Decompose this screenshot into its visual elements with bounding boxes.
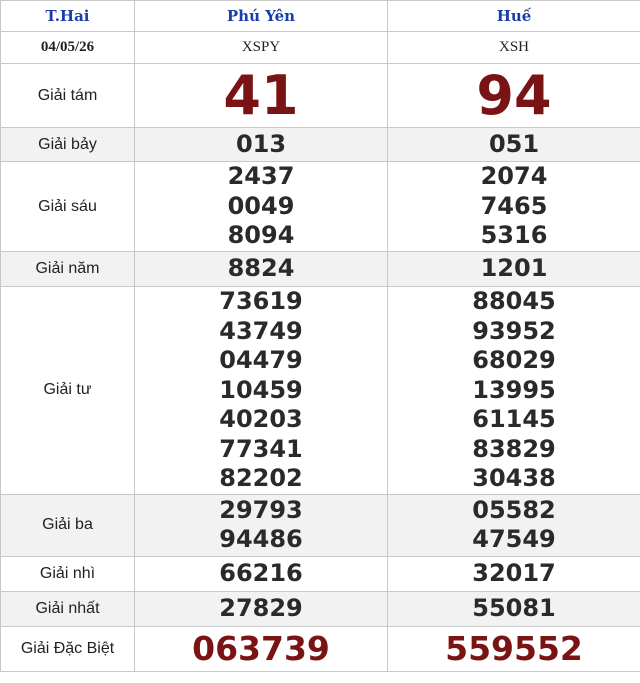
province-2-code: XSH — [388, 32, 640, 64]
g4-province-1-number: 43749 — [219, 316, 303, 345]
prize-label-g4: Giải tư — [1, 287, 135, 495]
g3-province-2-number: 05582 — [472, 495, 556, 524]
g6-province-1-cell — [135, 162, 388, 252]
special-province-1-number: 063739 — [135, 626, 388, 671]
prize-row-g2 — [1, 556, 640, 591]
g7-province-2-number: 051 — [388, 128, 640, 162]
prize-row-g6 — [1, 162, 640, 252]
g7-province-1-number: 013 — [135, 128, 388, 162]
g4-province-2-number: 93952 — [472, 316, 556, 345]
day-header[interactable]: T.Hai — [1, 1, 135, 32]
g4-province-2-number: 83829 — [472, 434, 556, 463]
g4-province-2-number: 61145 — [472, 405, 556, 433]
g1-province-1-number: 27829 — [135, 591, 388, 626]
g4-province-2-number: 68029 — [472, 346, 556, 374]
prize-label-g3: Giải ba — [1, 494, 135, 556]
province-2-header[interactable]: Huế — [388, 1, 640, 32]
g6-province-2-number: 2074 — [480, 162, 548, 191]
g6-province-2-cell — [388, 162, 640, 252]
g3-province-2-cell — [388, 494, 640, 556]
g6-province-1-number: 8094 — [227, 221, 295, 250]
prize-row-g5 — [1, 252, 640, 287]
province-1-header[interactable]: Phú Yên — [135, 1, 388, 32]
header-row — [1, 1, 640, 32]
g3-province-1-number: 94486 — [219, 525, 303, 553]
prize-row-g7 — [1, 128, 640, 162]
g6-province-2-number: 5316 — [480, 221, 548, 250]
prize-label-g8: Giải tám — [1, 64, 135, 128]
g3-province-1-number: 29793 — [219, 495, 303, 524]
g4-province-1-number: 04479 — [219, 346, 303, 374]
g5-province-1-number: 8824 — [135, 252, 388, 287]
g2-province-1-number: 66216 — [135, 556, 388, 591]
g8-province-2-number: 94 — [388, 64, 640, 128]
prize-row-g1 — [1, 591, 640, 626]
g4-province-1-number: 77341 — [219, 434, 303, 463]
special-province-2-number: 559552 — [388, 626, 640, 671]
g3-province-2-number: 47549 — [472, 525, 556, 553]
prize-row-g4 — [1, 287, 640, 495]
g5-province-2-number: 1201 — [388, 252, 640, 287]
g2-province-2-number: 32017 — [388, 556, 640, 591]
g4-province-2-number: 88045 — [472, 287, 556, 315]
prize-row-special — [1, 626, 640, 671]
g4-province-1-number: 73619 — [219, 287, 303, 315]
g4-province-1-number: 82202 — [219, 464, 303, 492]
g6-province-1-number: 0049 — [227, 191, 295, 220]
prize-label-special: Giải Đặc Biệt — [1, 626, 135, 671]
g6-province-1-number: 2437 — [227, 162, 295, 191]
g3-province-1-cell — [135, 494, 388, 556]
g4-province-2-cell — [388, 287, 640, 495]
prize-row-g3 — [1, 494, 640, 556]
g4-province-1-number: 40203 — [219, 405, 303, 433]
g6-province-2-number: 7465 — [480, 191, 548, 220]
g4-province-1-cell — [135, 287, 388, 495]
prize-label-g2: Giải nhì — [1, 556, 135, 591]
subheader-row — [1, 32, 640, 64]
g1-province-2-number: 55081 — [388, 591, 640, 626]
prize-row-g8 — [1, 64, 640, 128]
prize-label-g1: Giải nhất — [1, 591, 135, 626]
g4-province-1-number: 10459 — [219, 375, 303, 404]
province-1-code: XSPY — [135, 32, 388, 64]
g8-province-1-number: 41 — [135, 64, 388, 128]
draw-date: 04/05/26 — [1, 32, 135, 64]
g4-province-2-number: 30438 — [472, 464, 556, 492]
prize-label-g5: Giải năm — [1, 252, 135, 287]
prize-label-g6: Giải sáu — [1, 162, 135, 252]
prize-label-g7: Giải bảy — [1, 128, 135, 162]
g4-province-2-number: 13995 — [472, 375, 556, 404]
